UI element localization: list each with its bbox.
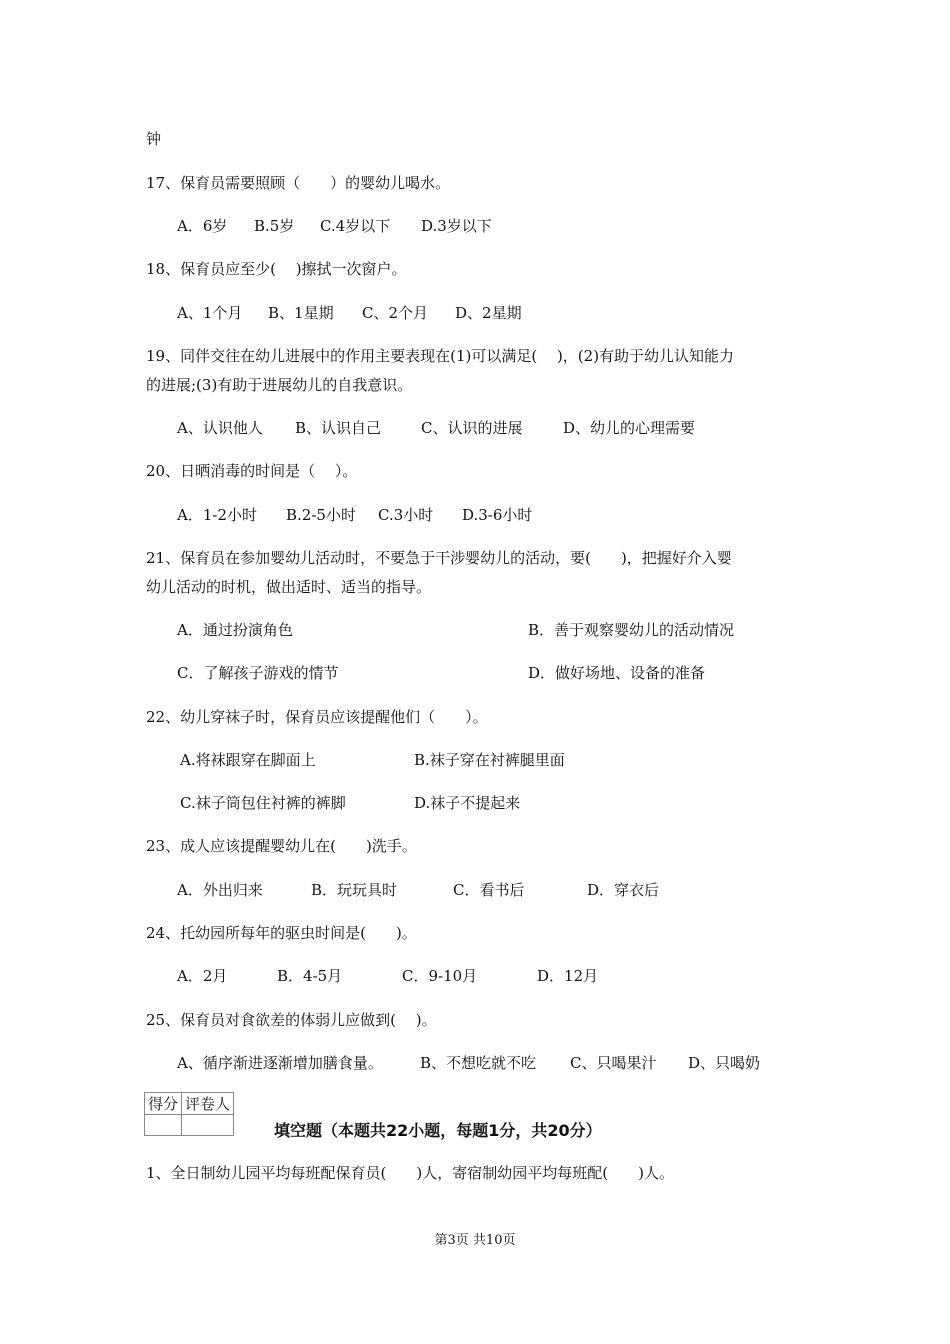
question-25-option-a: A、循序渐进逐渐增加膳食量。	[177, 1054, 383, 1072]
question-22-option-a: A.将袜跟穿在脚面上	[180, 751, 316, 769]
question-20-option-b: B.2-5小时	[286, 506, 356, 524]
question-25-option-c: C、只喝果汁	[570, 1054, 657, 1072]
question-24-option-d: D．12月	[537, 967, 599, 985]
question-17-stem: 17、保育员需要照顾（ ）的婴幼儿喝水。	[146, 174, 451, 192]
question-19-option-b: B、认识自己	[295, 419, 382, 437]
question-17-option-d: D.3岁以下	[421, 217, 492, 235]
question-18-option-a: A、1个月	[177, 304, 243, 322]
score-label: 得分	[145, 1093, 182, 1115]
question-20-option-a: A．1-2小时	[177, 506, 257, 524]
question-20-stem: 20、日晒消毒的时间是（ ）。	[146, 462, 358, 480]
question-25-stem: 25、保育员对食欲差的体弱儿应做到( )。	[146, 1011, 437, 1029]
grader-cell	[182, 1115, 234, 1136]
question-19-stem-line-2: 的进展;(3)有助于进展幼儿的自我意识。	[146, 376, 413, 394]
question-21-stem-line-2: 幼儿活动的时机，做出适时、适当的指导。	[146, 578, 432, 596]
question-19-option-d: D、幼儿的心理需要	[563, 419, 696, 437]
section-title: 填空题（本题共22小题，每题1分，共20分）	[274, 1121, 602, 1140]
question-19-option-a: A、认识他人	[177, 419, 263, 437]
question-23-option-a: A．外出归来	[177, 881, 263, 899]
question-21-option-b: B．善于观察婴幼儿的活动情况	[528, 621, 735, 639]
question-17-option-b: B.5岁	[254, 217, 295, 235]
fill-in-question-1: 1、全日制幼儿园平均每班配保育员( )人，寄宿制幼园平均每班配( )人。	[146, 1164, 674, 1182]
grader-label: 评卷人	[182, 1093, 234, 1115]
question-23-option-d: D．穿衣后	[587, 881, 660, 899]
question-18-stem: 18、保育员应至少( )擦拭一次窗户。	[146, 260, 407, 278]
question-24-option-c: C．9-10月	[402, 967, 478, 985]
question-20-option-c: C.3小时	[378, 506, 434, 524]
question-21-option-d: D．做好场地、设备的准备	[528, 664, 706, 682]
question-18-option-c: C、2个月	[362, 304, 429, 322]
question-21-option-a: A．通过扮演角色	[177, 621, 293, 639]
question-21-option-c: C．了解孩子游戏的情节	[177, 664, 339, 682]
question-22-stem: 22、幼儿穿袜子时，保育员应该提醒他们（ ）。	[146, 708, 488, 726]
question-18-option-b: B、1星期	[268, 304, 334, 322]
previous-question-fragment: 钟	[146, 130, 162, 148]
question-23-stem: 23、成人应该提醒婴幼儿在( )洗手。	[146, 837, 417, 855]
question-22-option-c: C.袜子筒包住衬裤的裤脚	[180, 794, 346, 812]
page-footer: 第3页 共10页	[434, 1233, 516, 1248]
question-24-option-a: A．2月	[177, 967, 228, 985]
question-22-option-b: B.袜子穿在衬裤腿里面	[414, 751, 565, 769]
question-19-stem-line-1: 19、同伴交往在幼儿进展中的作用主要表现在(1)可以满足( )，(2)有助于幼儿认知能力	[146, 347, 735, 365]
score-cell	[145, 1115, 182, 1136]
question-21-stem-line-1: 21、保育员在参加婴幼儿活动时，不要急于干涉婴幼儿的活动，要( )，把握好介入婴	[146, 549, 732, 567]
question-25-option-b: B、不想吃就不吃	[420, 1054, 537, 1072]
question-17-option-a: A．6岁	[177, 217, 228, 235]
question-19-option-c: C、认识的进展	[421, 419, 523, 437]
question-22-option-d: D.袜子不提起来	[414, 794, 521, 812]
question-23-option-c: C．看书后	[453, 881, 525, 899]
question-18-option-d: D、2星期	[455, 304, 522, 322]
score-table	[144, 1092, 234, 1136]
question-25-option-d: D、只喝奶	[688, 1054, 761, 1072]
question-24-stem: 24、托幼园所每年的驱虫时间是( )。	[146, 924, 417, 942]
question-17-option-c: C.4岁以下	[320, 217, 391, 235]
question-20-option-d: D.3-6小时	[462, 506, 533, 524]
question-23-option-b: B．玩玩具时	[311, 881, 398, 899]
question-24-option-b: B．4-5月	[277, 967, 343, 985]
